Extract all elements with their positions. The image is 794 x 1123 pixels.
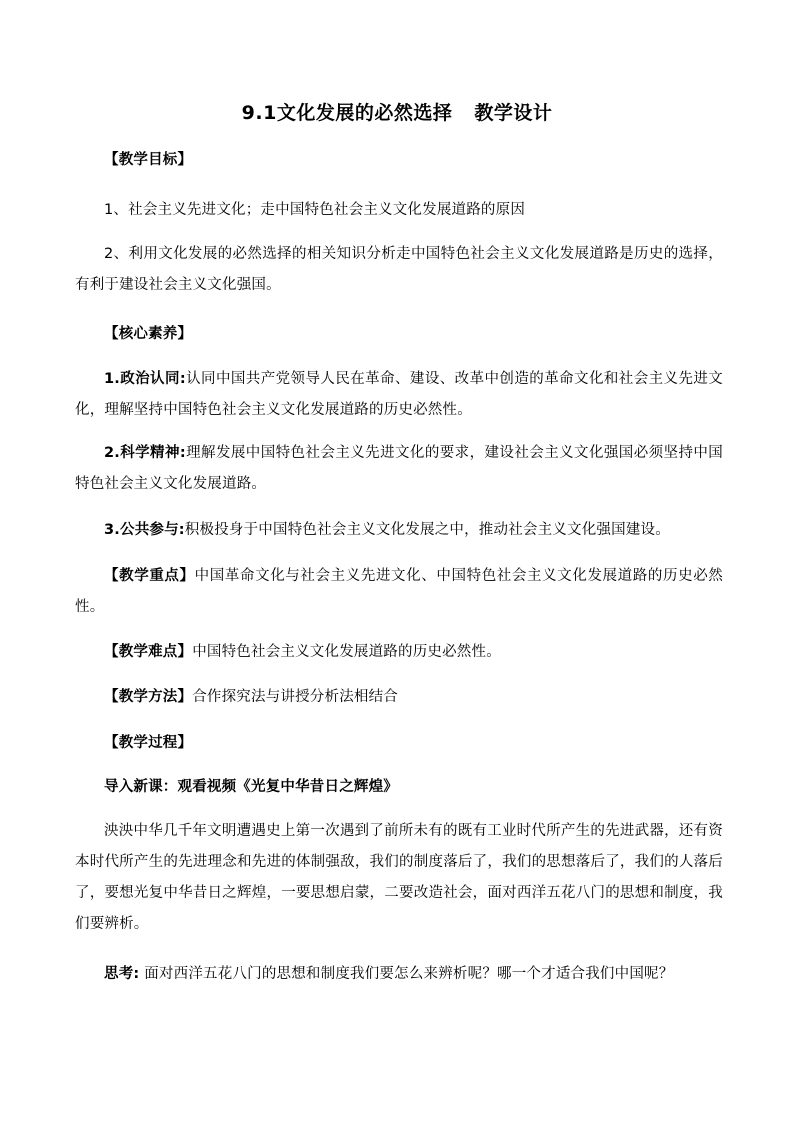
objective-item-1: 1、社会主义先进文化；走中国特色社会主义文化发展道路的原因 [104, 202, 526, 218]
objectives-heading: 【教学目标】 [104, 152, 193, 168]
think-label: 思考: [104, 966, 140, 982]
document-title [0, 98, 794, 125]
methods [75, 682, 723, 713]
objective-item-2: 2、利用文化发展的必然选择的相关知识分析走中国特色社会主义文化发展道路是历史的选择，有利于建设社会主义文化强国。 [75, 246, 723, 293]
methods-heading: 【教学方法】 [104, 689, 193, 705]
methods-text: 合作探究法与讲授分析法相结合 [192, 689, 399, 705]
core-literacy-text-1: 认同中国共产党领导人民在革命、建设、改革中创造的革命文化和社会主义先进文化，理解坚持中国特色社会主义文化发展道路的历史必然性。 [75, 371, 724, 418]
title-main: 9.1文化发展的必然选择 [241, 102, 453, 124]
core-literacy-label-2: 2.科学精神: [104, 445, 186, 461]
difficulties-heading: 【教学难点】 [104, 644, 193, 660]
core-literacy-label-1: 1.政治认同: [104, 371, 186, 387]
key-points [75, 561, 723, 623]
core-literacy-text-2: 理解发展中国特色社会主义先进文化的要求，建设社会主义文化强国必须坚持中国特色社会主义文化发展道路。 [75, 445, 724, 492]
key-points-heading: 【教学重点】 [104, 568, 195, 584]
key-points-text: 中国革命文化与社会主义先进文化、中国特色社会主义文化发展道路的历史必然性。 [75, 568, 724, 615]
think-text: 面对西洋五花八门的思想和制度我们要怎么来辨析呢？哪一个才适合我们中国呢？ [144, 966, 674, 982]
think-question [75, 959, 723, 990]
process-heading: 【教学过程】 [104, 735, 193, 751]
difficulties [75, 637, 723, 668]
core-literacy-item-3 [75, 515, 723, 546]
core-literacy-heading: 【核心素养】 [104, 326, 193, 342]
intro-label: 导入新课：观看视频《光复中华昔日之辉煌》 [104, 779, 398, 795]
title-suffix: 教学设计 [474, 102, 553, 124]
core-literacy-item-2 [75, 438, 723, 500]
intro-paragraph: 泱泱中华几千年文明遭遇史上第一次遇到了前所未有的既有工业时代所产生的先进武器，还有资本时代所产生的先进理念和先进的体制强敌，我们的制度落后了，我们的思想落后了，我们的人落后了，要想光复中华昔日之辉煌，一要思想启蒙，二要改造社会，面对西洋五花八门的思想和制度，我们要辨析。 [75, 823, 723, 932]
core-literacy-item-1 [75, 364, 723, 426]
core-literacy-text-3: 积极投身于中国特色社会主义文化发展之中，推动社会主义文化强国建设。 [184, 522, 670, 538]
difficulties-text: 中国特色社会主义文化发展道路的历史必然性。 [192, 644, 501, 660]
core-literacy-label-3: 3.公共参与: [104, 522, 185, 538]
